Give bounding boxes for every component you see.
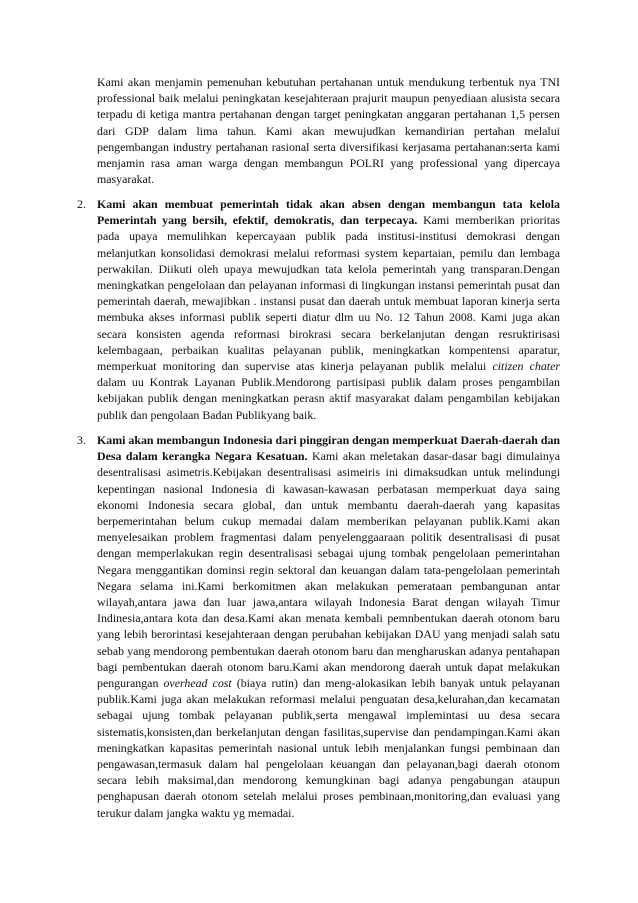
item-3-number: 3. bbox=[77, 433, 86, 447]
item-3-italic-term: overhead cost bbox=[163, 676, 232, 691]
item-2-body-part-1: Kami memberikan prioritas pada upaya memulihkan kepercayaan publik pada institusi-institusi demokrasi dengan melanjutkan konsolidasi demokrasi melalui reformasi system kepartaian, pemilu dan lembaga perwakilan. Diikuti oleh upaya mewujudkan tata kelola pemerintah yang transparan.Dengan meningkatkan pengelolaan dan pelayanan informasi di lingkungan instansi pemerintah pusat dan pemerintah daerah, mewajibkan . instansi pusat dan daerah untuk membuat laporan kinerja serta membuka akses informasi publik seperti diatur dlm uu No. 12 Tahun 2008. Kami juga akan secara konsisten agenda reformasi birokrasi secara berkelanjutan dengan resruktirisasi kelembagaan, perbaikan kualitas pelayanan publik, meningkatkan kompentensi aparatur, memperkuat monitoring dan supervise atas kinerja pelayanan publik melalui bbox=[97, 213, 560, 374]
intro-paragraph: Kami akan menjamin pemenuhan kebutuhan pertahanan untuk mendukung terbentuk nya TNI professional baik melalui peningkatan kesejahteraan prajurit maupun penyediaan alusista secara terpadu di ketiga mantra pertahanan dengan target peningkatan anggaran pertahanan 1,5 persen dari GDP dalam lima tahun. Kami akan mewujudkan kemandirian pertahan melalui pengembangan industry pertahanan rasional serta diversifikasi kerjasama pertahanan:serta kami menjamin rasa aman warga dengan membangun POLRI yang professional yang dipercaya masyarakat. bbox=[97, 75, 560, 187]
item-2-body-part-2: dalam uu Kontrak Layanan Publik.Mendorong partisipasi publik dalam proses pengambilan kebijakan publik dengan meningkatkan perasn aktif masyarakat dalam pengambilan kebijakan publik dan pengolaan Badan Publikyang baik. bbox=[97, 375, 560, 422]
item-3-body-part-1: Kami akan meletakan dasar-dasar bagi dimulainya desentralisasi asimetris.Kebijakan desentralisasi asimeiris ini dimaksudkan untuk melindungi kepentingan nasional Indonesia di kawasan-kawasan perbatasan memperkuat daya saing ekonomi Indonesia secara global, dan untuk membantu daerah-daerah yang kapasitas berpemerintahan belum cukup memadai dalam memberikan pelayanan publik.Kami akan menyelesaikan problem fragmentasi dalam penyelenggaaraan politik desentralisasi di pusat dengan memperlakukan regin desentralisasi sebagai ujung tombak pengelolaan pemerintahan Negara menggantikan dominsi regin sektoral dan keuangan dalam tata-pengelolaan pemerintah Negara selama ini.Kami berkomitmen akan melakukan pemerataan pembangunan antar wilayah,antara jawa dan luar jawa,antara wilayah Indonesia Barat dengan wilayah Timur Indinesia,antara kota dan desa.Kami akan menata kembali pemnbentukan daerah otonom baru yang lebih berorintasi kesejahteraan dengan perubahan kebijakan DAU yang menjadi salah satu sebab yang mendorong pembentukan daerah otonom baru dan mengharuskan adanya pentahapan bagi pembentukan daerah otonom baru.Kami akan mendorong daerah untuk dapat melakukan pengurangan bbox=[97, 449, 561, 691]
item-3-paragraph bbox=[97, 432, 560, 821]
item-2-heading: Kami akan membuat pemerintah tidak akan absen dengan membangun tata kelola Pemerintah yang bersih, efektif, demokratis, dan terpecaya. bbox=[97, 197, 560, 228]
item-2-italic-term: citizen chater bbox=[492, 359, 561, 374]
item-2-paragraph bbox=[97, 196, 560, 423]
item-2-number: 2. bbox=[77, 197, 86, 211]
item-3-body-part-2: (biaya rutin) dan meng-alokasikan lebih banyak untuk pelayanan publik.Kami juga akan melakukan reformasi melalui penguatan desa,kelurahan,dan kecamatan sebagai ujung tombak pelayanan publik,serta mengawal implemintasi uu desa secara sistematis,konsisten,dan berkelanjutan dengan fasilitas,supervise dan pendampingan.Kami akan meningkatkan kapasitas pemerintah nasional untuk lebih menjalankan fungsi pembinaan dan pengawasan,termasuk dalam hal pengelolaan keuangan dan pelayanan,bagi daerah otonom secara lebih maksimal,dan mendorong kemungkinan bagi adanya pengabungan ataupun penghapusan daerah otonom setelah melalui proses pembinaan,monitoring,dan evaluasi yang terukur dalam jangka waktu yg memadai. bbox=[97, 676, 560, 820]
item-3-heading: Kami akan membangun Indonesia dari pinggiran dengan memperkuat Daerah-daerah dan Desa dalam kerangka Negara Kesatuan. bbox=[97, 433, 560, 464]
